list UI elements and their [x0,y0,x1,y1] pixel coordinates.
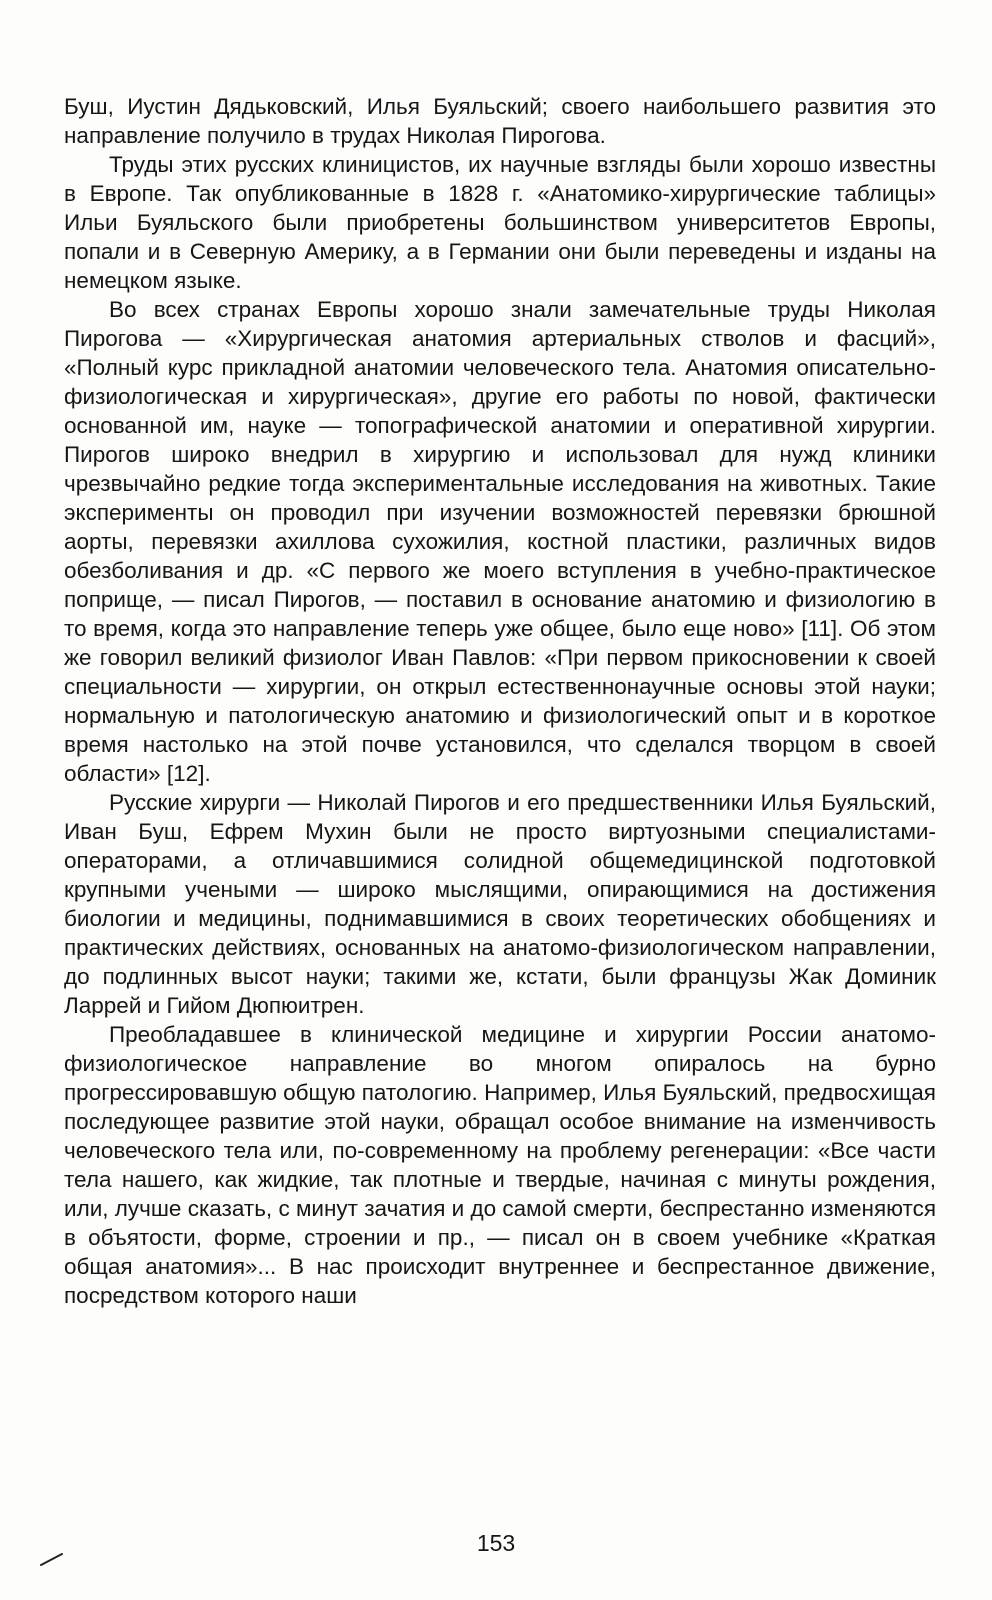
paragraph-4: Русские хирурги — Николай Пирогов и его предшественники Илья Буяльский, Иван Буш, Ефрем Мухин были не просто виртуозными специалистами-операторами, а отличавшимися солидной общемедицинской подготовкой крупными учеными — широко мыслящими, опирающимися на достижения биологии и медицины, поднимавшимися в своих теоретических обобщениях и практических действиях, основанных на анатомо-физиологическом направлении, до подлинных высот науки; такими же, кстати, были французы Жак Доминик Ларрей и Гийом Дюпюитрен. [64,790,936,1018]
page-body [64,92,936,1310]
paragraph-2: Труды этих русских клиницистов, их научные взгляды были хорошо известны в Европе. Так опубликованные в 1828 г. «Анатомико-хирургические таблицы» Ильи Буяльского были приобретены большинством университетов Европы, попали и в Северную Америку, а в Германии они были переведены и изданы на немецком языке. [64,152,936,293]
page-number: 153 [476,1530,516,1556]
pen-stroke-mark [40,1552,64,1566]
paragraph-3: Во всех странах Европы хорошо знали замечательные труды Николая Пирогова — «Хирургическая анатомия артериальных стволов и фасций», «Полный курс прикладной анатомии человеческого тела. Анатомия описательно-физиологическая и хирургическая», другие его работы по новой, фактически основанной им, науке — топографической анатомии и оперативной хирургии. Пирогов широко внедрил в хирургию и использовал для нужд клиники чрезвычайно редкие тогда экспериментальные исследования на животных. Такие эксперименты он проводил при изучении возможностей перевязки брюшной аорты, перевязки ахиллова сухожилия, костной пластики, различных видов обезболивания и др. «С первого же моего вступления в учебно-практическое поприще, — писал Пирогов, — поставил в основание анатомию и физиологию в то время, когда это направление теперь уже общее, было еще ново» [11]. Об этом же говорил великий физиолог Иван Павлов: «При первом прикосновении к своей специальности — хирургии, он открыл естественнонаучные основы этой науки; нормальную и патологическую анатомию и физиологический опыт и в короткое время настолько на этой почве установился, что сделался творцом в своей области» [12]. [64,297,936,786]
paragraph-1: Буш, Иустин Дядьковский, Илья Буяльский; своего наибольшего развития это направление получило в трудах Николая Пирогова. [64,94,936,148]
paragraph-5: Преобладавшее в клинической медицине и хирургии России анатомо-физиологическое направление во многом опиралось на бурно прогрессировавшую общую патологию. Например, Илья Буяльский, предвосхищая последующее развитие этой науки, обращал особое внимание на изменчивость человеческого тела или, по-современному на проблему регенерации: «Все части тела нашего, как жидкие, так плотные и твердые, начиная с минуты рождения, или, лучше сказать, с минут зачатия и до самой смерти, беспрестанно изменяются в объятости, форме, строении и пр., — писал он в своем учебнике «Краткая общая анатомия»... В нас происходит внутреннее и беспрестанное движение, посредством которого наши [64,1022,936,1308]
